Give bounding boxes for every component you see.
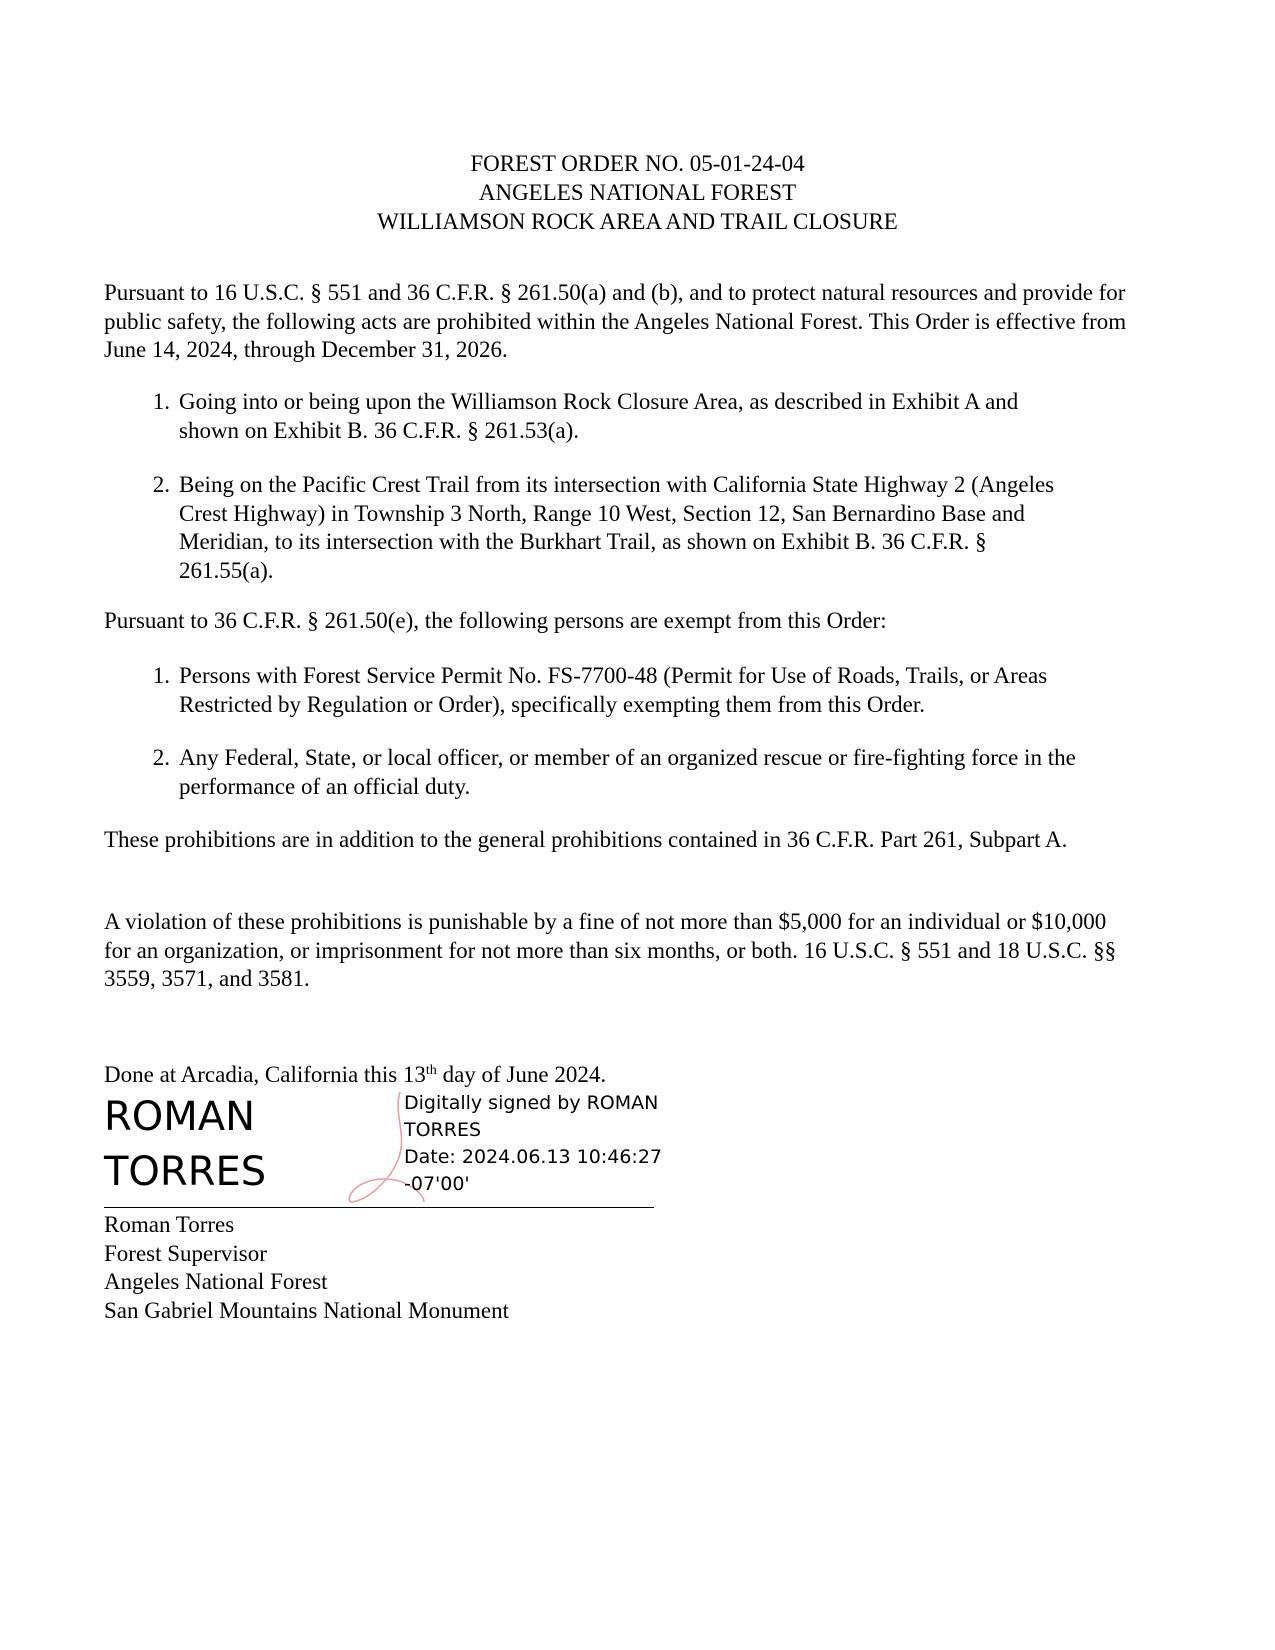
list-text: Being on the Pacific Crest Trail from its intersection with California State Highway 2 (Angeles Crest Highway) in Township 3 North, Range 10 West, Section 12, San Bernardino Base and Meridian, to its intersection with the Burkhart Trail, as shown on Exhibit B. 36 C.F.R. § 261.55(a). <box>179 472 1055 583</box>
order-title: WILLIAMSON ROCK AREA AND TRAIL CLOSURE <box>377 209 898 234</box>
signer-title: Forest Supervisor <box>104 1240 267 1266</box>
signature-date: Date: 2024.06.13 10:46:27 <box>404 1146 663 1168</box>
done-rest: day of June 2024. <box>436 1062 607 1087</box>
forest-name: ANGELES NATIONAL FOREST <box>478 180 797 205</box>
order-header <box>0 149 1275 236</box>
signer-block <box>104 1211 509 1325</box>
signature-timezone: -07'00' <box>404 1173 470 1195</box>
done-prefix: Done at Arcadia, California this 13 <box>104 1062 426 1087</box>
done-ordinal: th <box>425 1063 437 1078</box>
signature-last-name: TORRES <box>104 1149 267 1195</box>
exempt-intro: Pursuant to 36 C.F.R. § 261.50(e), the following persons are exempt from this Order: <box>104 608 887 633</box>
done-at-line <box>104 1061 606 1089</box>
penalty-paragraph: A violation of these prohibitions is punishable by a fine of not more than $5,000 for an individual or $10,000 for an organization, or imprisonment for not more than six months, or both. 16 U.S.C. § 551 and 18 U.S.C. §§ 3559, 3571, and 3581. <box>104 909 1117 991</box>
list-number: 2. <box>152 472 170 497</box>
signer-unit: Angeles National Forest <box>104 1269 328 1294</box>
signature-name <box>104 1090 364 1200</box>
signature-details <box>404 1090 674 1198</box>
list-number: 1. <box>152 389 170 414</box>
order-number: FOREST ORDER NO. 05-01-24-04 <box>470 151 805 176</box>
general-prohibitions-note: These prohibitions are in addition to the general prohibitions contained in 36 C.F.R. Part 261, Subpart A. <box>104 827 1068 852</box>
signature-first-name: ROMAN <box>104 1094 256 1140</box>
signed-by-name-line: TORRES <box>404 1119 482 1141</box>
signature-line <box>104 1207 654 1208</box>
list-text: Persons with Forest Service Permit No. FS-7700-48 (Permit for Use of Roads, Trails, or Areas Restricted by Regulation or Order), specifically exempting them from this Order. <box>179 663 1048 717</box>
list-text: Any Federal, State, or local officer, or member of an organized rescue or fire-fighting force in the performance of an official duty. <box>179 745 1076 799</box>
intro-paragraph: Pursuant to 16 U.S.C. § 551 and 36 C.F.R. § 261.50(a) and (b), and to protect natural resources and provide for public safety, the following acts are prohibited within the Angeles National Forest. This Order is effective from June 14, 2024, through December 31, 2026. <box>104 280 1127 362</box>
list-number: 2. <box>152 745 170 770</box>
signer-monument: San Gabriel Mountains National Monument <box>104 1297 509 1323</box>
signer-name: Roman Torres <box>104 1212 235 1237</box>
list-text: Going into or being upon the Williamson Rock Closure Area, as described in Exhibit A and shown on Exhibit B. 36 C.F.R. § 261.53(a). <box>179 389 1019 443</box>
list-number: 1. <box>152 663 170 688</box>
digital-signature[interactable] <box>104 1090 664 1208</box>
signed-by-line: Digitally signed by ROMAN <box>404 1092 659 1114</box>
